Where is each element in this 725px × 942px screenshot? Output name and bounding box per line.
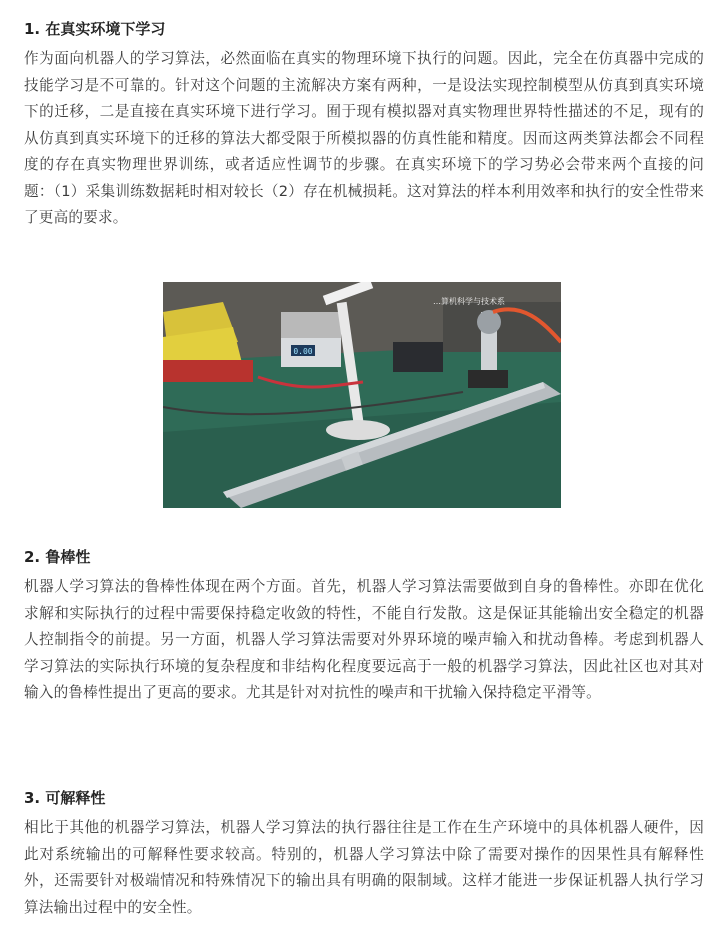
red-box	[163, 360, 253, 382]
section-paragraph: 机器人学习算法的鲁棒性体现在两个方面。首先，机器人学习算法需要做到自身的鲁棒性。亦即在优化求解和实际执行的过程中需要保持稳定收敛的特性，不能自行发散。这是保证其能输出安全稳定的机器人控制指令的前提。另一方面，机器人学习算法需要对外界环境的噪声输入和扰动鲁棒。考虑到机器人学习算法的实际执行环境的复杂程度和非结构化程度要远高于一般的机器学习算法，因此社区也对其对输入的鲁棒性提出了更高的要求。尤其是针对对抗性的噪声和干扰输入保持稳定平滑等。	[24, 578, 704, 701]
section-paragraph: 相比于其他的机器学习算法，机器人学习算法的执行器往往是工作在生产环境中的具体机器人硬件，因此对系统输出的可解释性要求较高。特别的，机器人学习算法中除了需要对操作的因果性具有解释性外，还需要针对极端情况和特殊情况下的输出具有明确的限制域。这样才能进一步保证机器人执行学习算法输出过程中的安全性。	[24, 819, 704, 916]
device-display: 0.00	[293, 347, 313, 356]
section-heading: 2. 鲁棒性	[24, 548, 91, 566]
photo-watermark: …算机科学与技术系	[433, 297, 505, 306]
section-2	[24, 546, 704, 707]
section-heading: 1. 在真实环境下学习	[24, 20, 166, 38]
photo-illustration	[163, 282, 561, 508]
section-heading: 3. 可解释性	[24, 789, 106, 807]
arm-base	[326, 420, 390, 440]
section-1	[24, 18, 704, 232]
robot-lab-photo	[163, 282, 561, 508]
section-paragraph: 作为面向机器人的学习算法，必然面临在真实的物理环境下执行的问题。因此，完全在仿真器中完成的技能学习是不可靠的。针对这个问题的主流解决方案有两种，一是设法实现控制模型从仿真到真实环境下的迁移，二是直接在真实环境下进行学习。囿于现有模拟器对真实物理世界特性描述的不足，现有的从仿真到真实环境下的迁移的算法大都受限于所模拟器的仿真性能和精度。因而这两类算法都会不同程度的存在真实物理世界训练，或者适应性调节的步骤。在真实环境下的学习势必会带来两个直接的问题：（1）采集训练数据耗时相对较长（2）存在机械损耗。这对算法的样本利用效率和执行的安全性带来了更高的要求。	[24, 50, 704, 226]
section-3	[24, 787, 704, 921]
